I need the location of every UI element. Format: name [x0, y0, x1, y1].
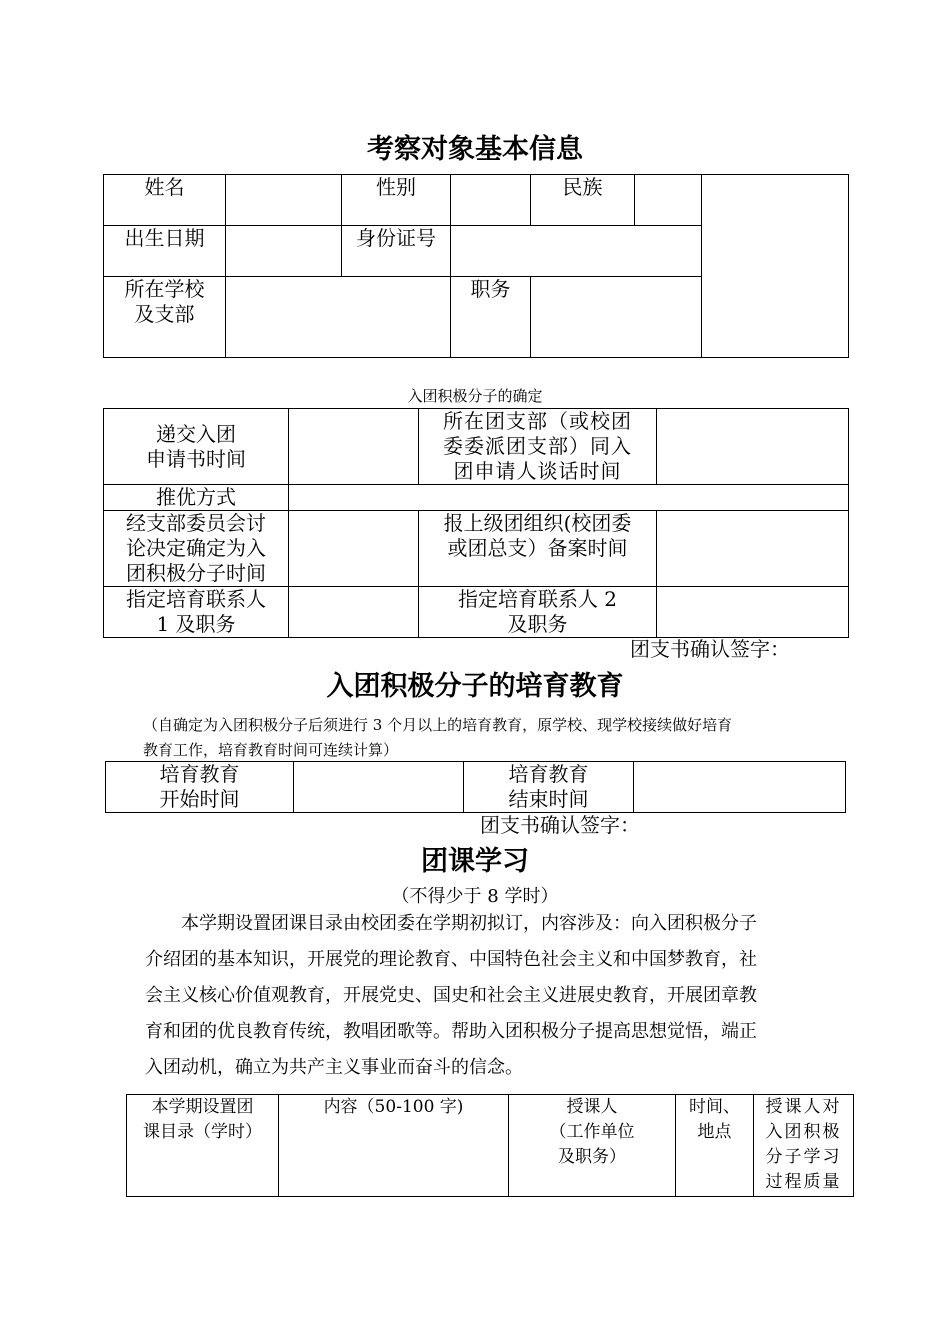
- training-table: [105, 761, 846, 813]
- course-subtitle: （不得少于 8 学时）: [391, 886, 559, 907]
- submit-label: 递交入团 申请书时间: [104, 409, 289, 485]
- contact1-field[interactable]: [289, 587, 419, 638]
- training-end-label: 培育教育 结束时间: [464, 762, 634, 813]
- training-note: （自确定为入团积极分子后须进行 3 个月以上的培育教育，原学校、现学校接续做好培育 教育工作，培育教育时间可连续计算）: [143, 716, 733, 759]
- activist-table: [103, 408, 849, 638]
- training-title: 入团积极分子的培育教育: [326, 671, 624, 702]
- report-field[interactable]: [657, 511, 849, 587]
- name-field[interactable]: [226, 175, 342, 226]
- contact1-label: 指定培育联系人 1 及职务: [104, 587, 289, 638]
- birth-label: 出生日期: [104, 226, 226, 277]
- training-end-field[interactable]: [634, 762, 846, 813]
- training-start-label: 培育教育 开始时间: [106, 762, 294, 813]
- course-col-content: 内容（50-100 字): [279, 1095, 509, 1197]
- basic-info-table: [103, 174, 849, 358]
- ethnicity-label: 民族: [531, 175, 635, 226]
- training-signature-label: 团支书确认签字：: [480, 813, 640, 837]
- activist-caption: 入团积极分子的确定: [407, 387, 543, 405]
- submit-field[interactable]: [289, 409, 419, 485]
- talk-label: 所在团支部（或校团 委委派团支部）同入 团申请人谈话时间: [419, 409, 657, 485]
- photo-box[interactable]: [702, 175, 849, 358]
- decide-field[interactable]: [289, 511, 419, 587]
- ethnicity-field[interactable]: [635, 175, 702, 226]
- birth-field[interactable]: [226, 226, 342, 277]
- gender-field[interactable]: [451, 175, 531, 226]
- basic-info-title: 考察对象基本信息: [367, 134, 583, 165]
- training-start-field[interactable]: [294, 762, 464, 813]
- school-label: 所在学校 及支部: [104, 277, 226, 358]
- talk-field[interactable]: [657, 409, 849, 485]
- id-field[interactable]: [451, 226, 702, 277]
- decide-label: 经支部委员会讨 论决定确定为入 团积极分子时间: [104, 511, 289, 587]
- id-label: 身份证号: [342, 226, 451, 277]
- recommend-field[interactable]: [289, 485, 849, 511]
- course-col-time-place: 时间、 地点: [676, 1095, 754, 1197]
- position-label: 职务: [451, 277, 531, 358]
- recommend-label: 推优方式: [104, 485, 289, 511]
- activist-signature-label: 团支书确认签字：: [630, 637, 790, 661]
- contact2-field[interactable]: [657, 587, 849, 638]
- course-col-evaluation: 授课人对 入团积极 分子学习 过程质量: [754, 1095, 854, 1197]
- course-description: 本学期设置团课目录由校团委在学期初拟订，内容涉及：向入团积极分子 介绍团的基本知识，开展党的理论教育、中国特色社会主义和中国梦教育，社 会主义核心价值观教育，开展党史、国史和社会主义进展史教育，开展团章教 育和团的优良教育传统，教唱团歌等。帮助入团积极分子提高思想觉悟，端正 入团动机，确立为共产主义事业而奋斗的信念。: [145, 913, 757, 1078]
- report-label: 报上级团组织(校团委 或团总支）备案时间: [419, 511, 657, 587]
- course-title: 团课学习: [421, 846, 529, 877]
- position-field[interactable]: [531, 277, 702, 358]
- course-table: [126, 1094, 854, 1197]
- gender-label: 性别: [342, 175, 451, 226]
- contact2-label: 指定培育联系人 2 及职务: [419, 587, 657, 638]
- course-col-catalog: 本学期设置团 课目录（学时）: [127, 1095, 279, 1197]
- course-col-lecturer: 授课人 （工作单位 及职务）: [509, 1095, 676, 1197]
- name-label: 姓名: [104, 175, 226, 226]
- school-field[interactable]: [226, 277, 451, 358]
